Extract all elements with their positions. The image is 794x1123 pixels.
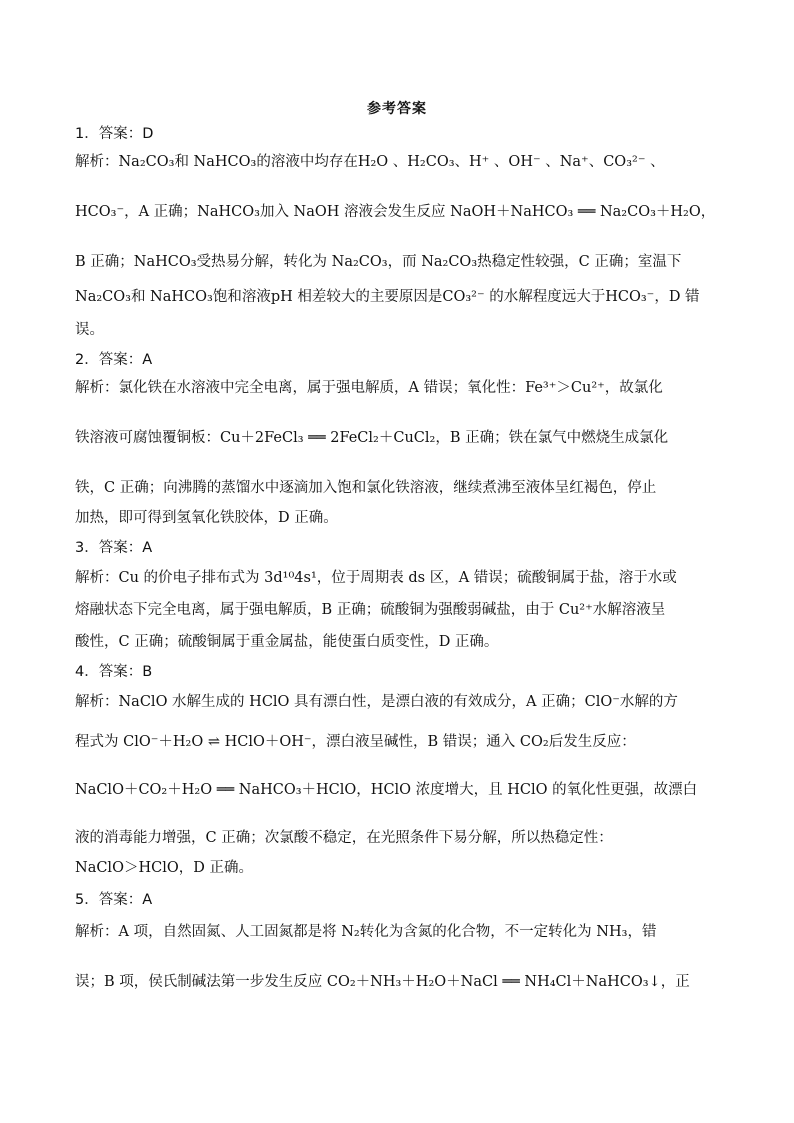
line-q1-l5: 误。 (75, 322, 104, 338)
line-q4-l1: 解析：NaClO 水解生成的 HClO 具有漂白性，是漂白液的有效成分，A 正确；ClO⁻水解的方 (75, 694, 678, 710)
line-q2-answer: 2．答案：A (75, 352, 153, 368)
line-q4-l3: NaClO＋CO₂＋H₂O ══ NaHCO₃＋HClO，HClO 浓度增大，且 HClO 的氧化性更强，故漂白 (75, 782, 698, 798)
line-q4-answer: 4．答案：B (75, 664, 153, 680)
line-q3-l3: 酸性，C 正确；硫酸铜属于重金属盐，能使蛋白质变性，D 正确。 (75, 634, 499, 650)
line-q2-l1: 解析：氯化铁在水溶液中完全电离，属于强电解质，A 错误；氧化性：Fe³⁺＞Cu²⁺，故氯化 (75, 380, 663, 396)
line-q4-l2: 程式为 ClO⁻＋H₂O ⇌ HClO＋OH⁻，漂白液呈碱性，B 错误；通入 CO₂后发生反应： (75, 734, 636, 750)
line-q3-l2: 熔融状态下完全电离，属于强电解质，B 正确；硫酸铜为强酸弱碱盐，由于 Cu²⁺水解溶液呈 (75, 602, 666, 618)
line-q2-l2: 铁溶液可腐蚀覆铜板：Cu＋2FeCl₃ ══ 2FeCl₂＋CuCl₂，B 正确；铁在氯气中燃烧生成氯化 (75, 430, 669, 446)
line-q1-answer: 1．答案：D (75, 126, 154, 142)
line-q5-l1: 解析：A 项，自然固氮、人工固氮都是将 N₂转化为含氮的化合物，不一定转化为 NH₃，错 (75, 924, 657, 940)
line-q3-l1: 解析：Cu 的价电子排布式为 3d¹⁰4s¹，位于周期表 ds 区，A 错误；硫酸铜属于盐，溶于水或 (75, 570, 677, 586)
line-q1-l3: B 正确；NaHCO₃受热易分解，转化为 Na₂CO₃，而 Na₂CO₃热稳定性较强，C 正确；室温下 (75, 254, 682, 270)
line-q2-l4: 加热，即可得到氢氧化铁胶体，D 正确。 (75, 510, 338, 526)
line-q1-l2: HCO₃⁻，A 正确；NaHCO₃加入 NaOH 溶液会发生反应 NaOH＋NaHCO₃ ══ Na₂CO₃＋H₂O， (75, 204, 716, 220)
page-title: 参考答案 (367, 101, 427, 117)
line-q4-l4: 液的消毒能力增强，C 正确；次氯酸不稳定，在光照条件下易分解，所以热稳定性： (75, 830, 613, 846)
line-q2-l3: 铁，C 正确；向沸腾的蒸馏水中逐滴加入饱和氯化铁溶液，继续煮沸至液体呈红褐色，停止 (75, 480, 657, 496)
line-q3-answer: 3．答案：A (75, 540, 153, 556)
line-q5-answer: 5．答案：A (75, 892, 153, 908)
line-q5-l2: 误；B 项，侯氏制碱法第一步发生反应 CO₂＋NH₃＋H₂O＋NaCl ══ NH₄Cl＋NaHCO₃↓，正 (75, 974, 690, 990)
line-q1-l1: 解析：Na₂CO₃和 NaHCO₃的溶液中均存在H₂O 、H₂CO₃、H⁺ 、OH⁻ 、Na⁺、CO₃²⁻ 、 (75, 154, 665, 170)
line-q4-l5: NaClO＞HClO，D 正确。 (75, 860, 253, 876)
line-q1-l4: Na₂CO₃和 NaHCO₃饱和溶液pH 相差较大的主要原因是CO₃²⁻ 的水解程度远大于HCO₃⁻，D 错 (75, 289, 700, 305)
